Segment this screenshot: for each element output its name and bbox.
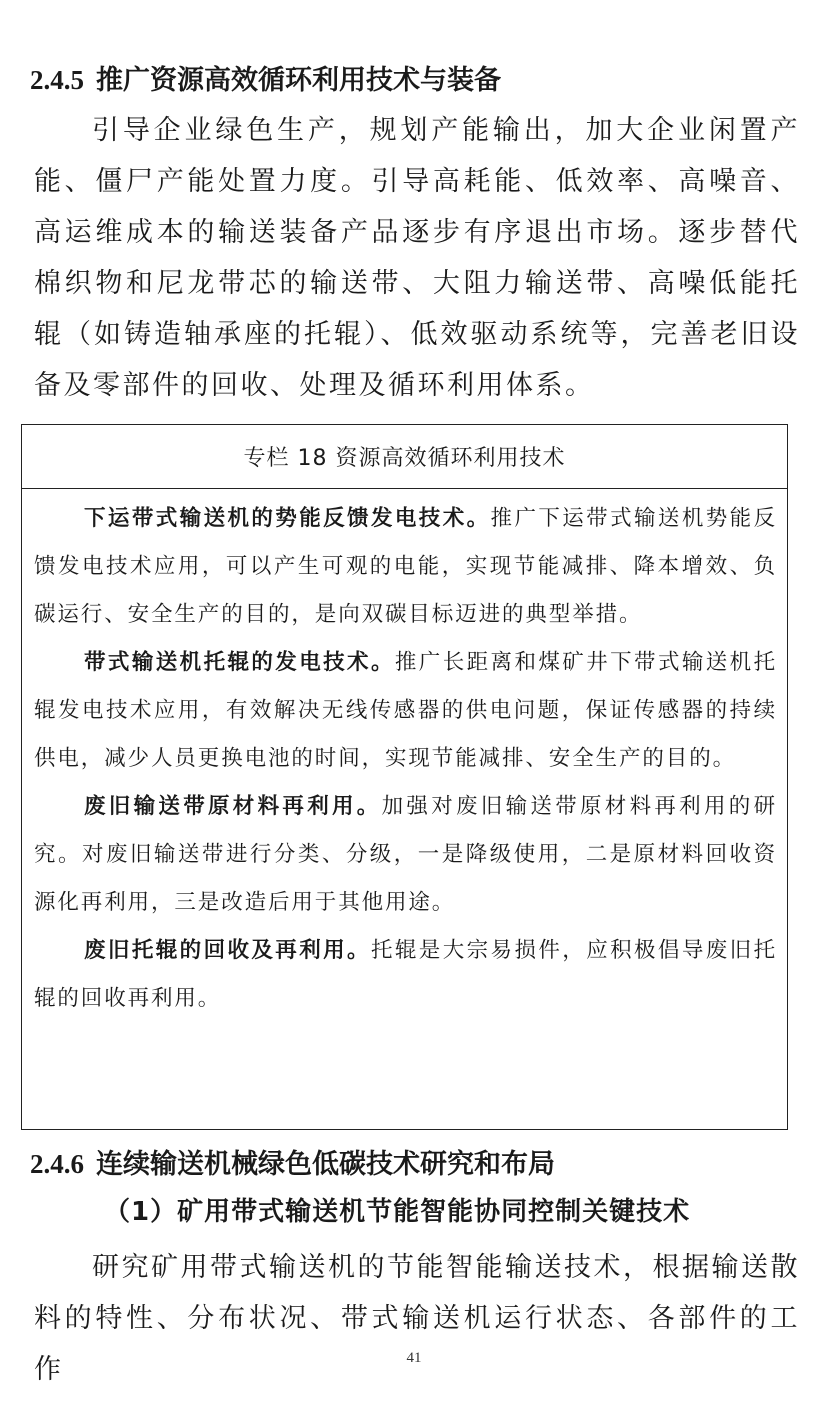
column-box [21, 424, 788, 1130]
section-title: 连续输送机械绿色低碳技术研究和布局 [96, 1149, 555, 1180]
column-item-text: 托辊是大宗易损件，应积极倡导废旧托辊的回收再利用。 [34, 938, 777, 1011]
column-item-text: 推广下运带式输送机势能反馈发电技术应用，可以产生可观的电能，实现节能减排、降本增效、负碳运行、安全生产的目的，是向双碳目标迈进的典型举措。 [34, 506, 777, 627]
column-item-text: 推广长距离和煤矿井下带式输送机托辊发电技术应用，有效解决无线传感器的供电问题，保证传感器的持续供电，减少人员更换电池的时间，实现节能减排、安全生产的目的。 [34, 650, 778, 771]
column-item-lead: 带式输送机托辊的发电技术。 [84, 650, 395, 675]
column-box-body [22, 489, 787, 1023]
section-title: 推广资源高效循环利用技术与装备 [96, 65, 501, 96]
column-item [34, 783, 777, 927]
column-box-title: 专栏 18 资源高效循环利用技术 [22, 425, 787, 489]
section-2-4-6-heading [30, 1146, 555, 1183]
column-item-text: 加强对废旧输送带原材料再利用的研究。对废旧输送带进行分类、分级，一是降级使用，二是原材料回收资源化再利用，三是改造后用于其他用途。 [34, 794, 777, 915]
section-number: 2.4.5 [30, 65, 84, 95]
section-2-4-5-heading [30, 62, 501, 99]
subsection-heading: （1）矿用带式输送机节能智能协同控制关键技术 [104, 1197, 691, 1227]
section-2-4-5-paragraph: 引导企业绿色生产，规划产能输出，加大企业闲置产能、僵尸产能处置力度。引导高耗能、低效率、高噪音、高运维成本的输送装备产品逐步有序退出市场。逐步替代棉织物和尼龙带芯的输送带、大阻力输送带、高噪低能托辊（如铸造轴承座的托辊）、低效驱动系统等，完善老旧设备及零部件的回收、处理及循环利用体系。 [34, 115, 800, 401]
column-item [34, 639, 777, 783]
column-item [34, 927, 777, 1023]
column-item-lead: 废旧托辊的回收及再利用。 [84, 938, 371, 963]
column-item-lead: 废旧输送带原材料再利用。 [84, 794, 382, 819]
section-number: 2.4.6 [30, 1149, 84, 1179]
section-2-4-6-paragraph: 研究矿用带式输送机的节能智能输送技术，根据输送散料的特性、分布状况、带式输送机运行状态、各部件的工作 [34, 1252, 800, 1385]
page-number: 41 [406, 1350, 422, 1366]
column-item [34, 495, 777, 639]
column-item-lead: 下运带式输送机的势能反馈发电技术。 [84, 506, 491, 531]
